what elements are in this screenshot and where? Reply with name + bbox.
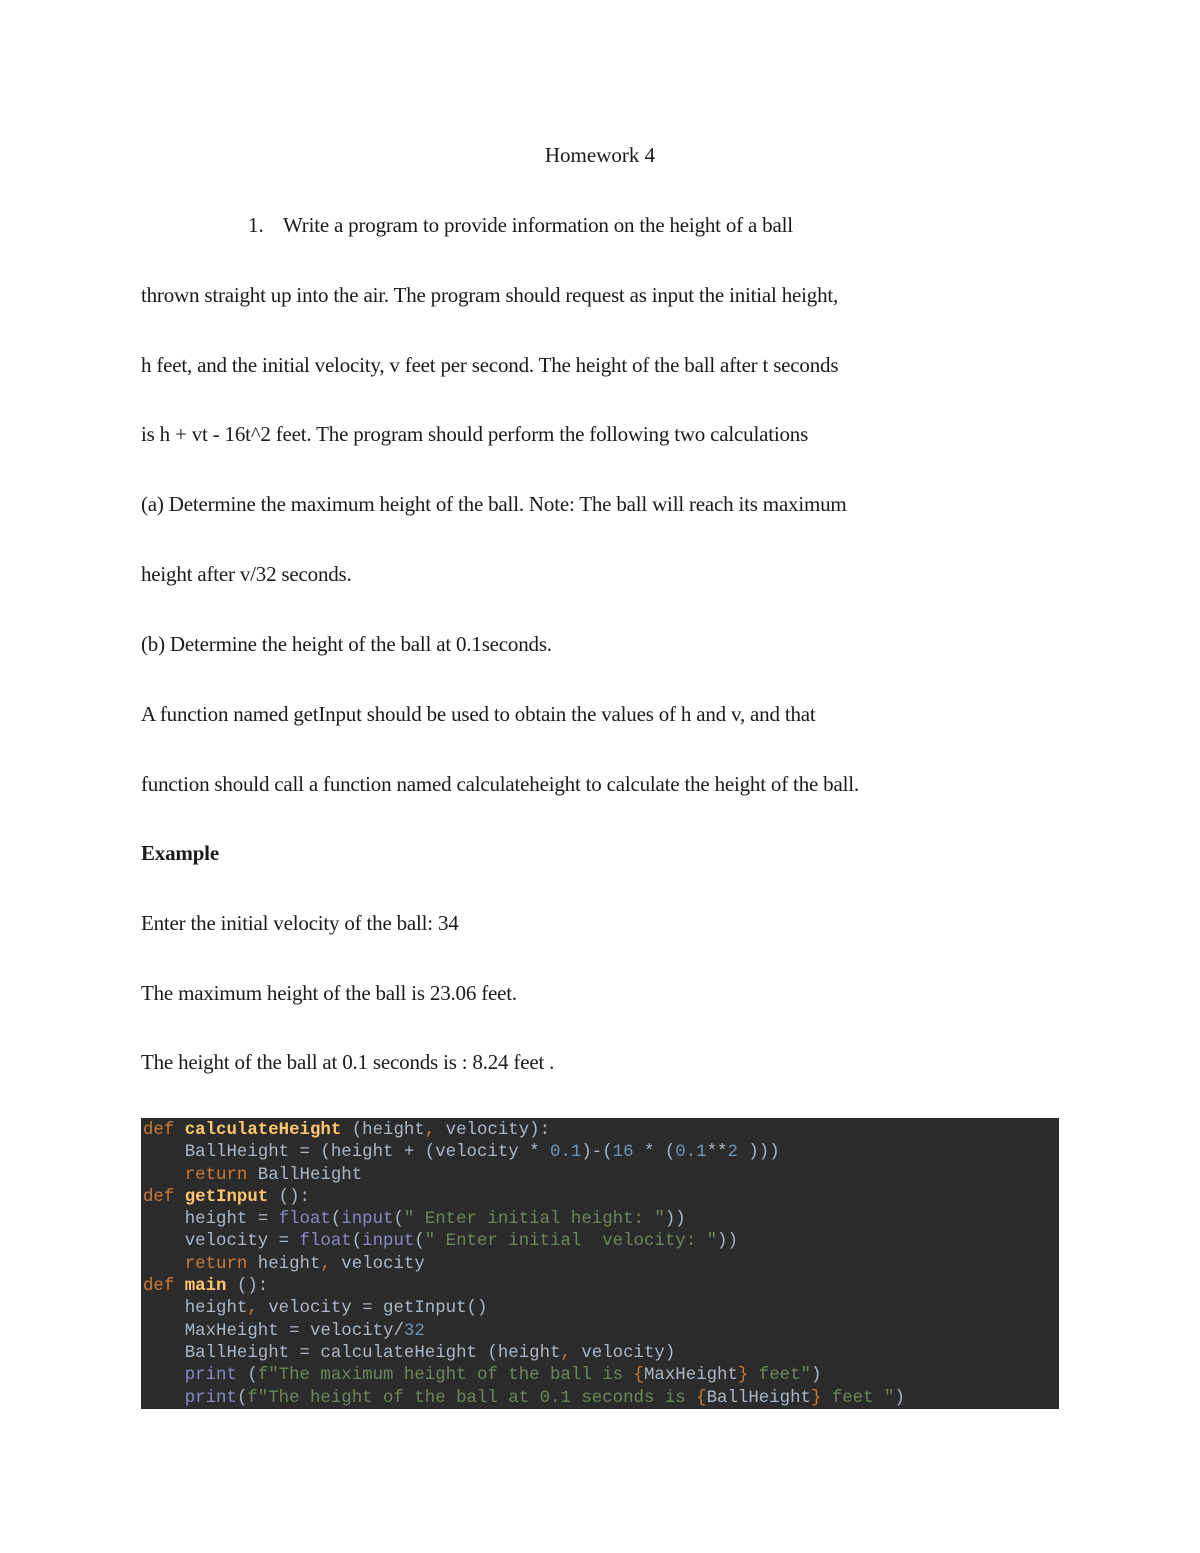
code-token: (height	[341, 1121, 425, 1140]
paragraph-line: A function named getInput should be used to obtain the values of h and v, and that	[141, 702, 816, 726]
code-token: print	[184, 1388, 237, 1408]
code-token	[143, 1166, 185, 1185]
code-token: MaxHeight = velocity/	[143, 1321, 404, 1341]
code-token: velocity = getInput()	[257, 1299, 488, 1319]
code-token: calculateHeight	[184, 1121, 342, 1140]
code-token: 0.1	[675, 1143, 707, 1163]
code-token	[143, 1389, 185, 1408]
code-token	[174, 1277, 184, 1296]
code-token: f"The height of the ball at 0.1 seconds is	[247, 1388, 697, 1408]
code-token: height =	[143, 1210, 279, 1230]
code-token: BallHeight	[247, 1165, 363, 1185]
code-token	[174, 1121, 184, 1140]
code-token: float	[278, 1210, 331, 1230]
code-token: f"The maximum height of the ball is	[257, 1366, 634, 1386]
code-token: velocity):	[435, 1121, 551, 1140]
code-token: )	[894, 1388, 905, 1408]
code-token: (	[330, 1210, 342, 1230]
code-line	[143, 1165, 1059, 1187]
code-token: input	[362, 1232, 415, 1252]
paragraph-line: h feet, and the initial velocity, v feet per second. The height of the ball after t seconds	[141, 353, 839, 377]
code-token: BallHeight = (height + (velocity *	[143, 1143, 551, 1163]
example-heading: Example	[141, 841, 219, 865]
code-token: {	[696, 1388, 707, 1408]
paragraph-line: thrown straight up into the air. The program should request as input the initial height,	[141, 283, 839, 307]
code-token: (	[351, 1232, 363, 1252]
paragraph-line: is h + vt - 16t^2 feet. The program should perform the following two calculations	[141, 422, 809, 446]
code-line	[143, 1254, 1059, 1276]
code-token: {	[633, 1366, 644, 1386]
paragraph-line: Write a program to provide information on the height of a ball	[283, 213, 793, 237]
code-token: " Enter initial height: "	[403, 1210, 665, 1230]
code-token: print	[184, 1366, 237, 1386]
code-token: velocity)	[570, 1343, 676, 1363]
example-line: The maximum height of the ball is 23.06 feet.	[141, 981, 517, 1005]
code-token: BallHeight	[706, 1388, 811, 1408]
code-token: ,	[560, 1343, 571, 1363]
code-token: BallHeight = calculateHeight (height	[143, 1343, 561, 1363]
code-token: (	[236, 1388, 248, 1408]
code-token: )))	[737, 1143, 780, 1163]
code-token: float	[299, 1232, 352, 1252]
paragraph-line: (a) Determine the maximum height of the ball. Note: The ball will reach its maximum	[141, 492, 847, 516]
code-token	[174, 1188, 184, 1207]
code-token: ))	[717, 1232, 738, 1252]
code-token: return	[184, 1165, 248, 1185]
code-token: " Enter initial velocity: "	[424, 1232, 718, 1252]
code-line	[143, 1388, 1059, 1410]
code-block	[141, 1118, 1059, 1409]
code-token: (	[414, 1232, 425, 1252]
example-line: Enter the initial velocity of the ball: 34	[141, 911, 459, 935]
code-token: feet "	[821, 1388, 895, 1408]
code-line	[143, 1120, 1059, 1142]
code-token: ,	[247, 1299, 258, 1319]
paragraph-line: (b) Determine the height of the ball at 0.1seconds.	[141, 632, 552, 656]
code-token: ))	[664, 1210, 686, 1230]
code-token: def	[143, 1277, 175, 1297]
code-token: )	[810, 1366, 822, 1386]
code-token: ():	[226, 1277, 269, 1297]
code-token: 32	[403, 1321, 425, 1341]
code-token: height	[143, 1299, 248, 1319]
code-token: feet"	[748, 1366, 811, 1386]
code-token: def	[143, 1121, 175, 1140]
code-token: ,	[320, 1254, 331, 1274]
code-token: getInput	[184, 1187, 269, 1207]
code-token: velocity =	[143, 1232, 300, 1252]
code-token: def	[143, 1187, 175, 1207]
code-line	[143, 1209, 1059, 1231]
code-token: 16	[612, 1143, 634, 1163]
code-line	[143, 1187, 1059, 1209]
code-token: }	[810, 1388, 822, 1408]
code-token: 2	[727, 1143, 738, 1163]
code-token	[143, 1255, 185, 1274]
code-token: (	[236, 1366, 258, 1386]
code-line	[143, 1321, 1059, 1343]
code-token: MaxHeight	[643, 1366, 738, 1386]
code-token: main	[184, 1277, 227, 1297]
code-token: input	[341, 1210, 394, 1230]
code-line	[143, 1365, 1059, 1387]
code-token: ,	[424, 1121, 436, 1140]
code-token: * (	[633, 1143, 676, 1163]
code-token: return	[184, 1254, 248, 1274]
code-token: ():	[268, 1187, 310, 1207]
code-token: }	[737, 1366, 749, 1386]
document-title: Homework 4	[544, 143, 656, 167]
code-token: height	[247, 1254, 321, 1274]
code-line	[143, 1276, 1059, 1298]
paragraph-line: function should call a function named calculateheight to calculate the height of the ball.	[141, 772, 859, 796]
paragraph-line: height after v/32 seconds.	[141, 562, 352, 586]
code-token: **	[706, 1143, 728, 1163]
code-token: (	[393, 1210, 404, 1230]
code-token: 0.1	[550, 1143, 582, 1163]
code-line	[143, 1231, 1059, 1253]
code-token: )-(	[581, 1143, 613, 1163]
code-line	[143, 1343, 1059, 1365]
code-token	[143, 1366, 185, 1385]
list-number: 1.	[248, 213, 264, 237]
code-token: velocity	[330, 1254, 425, 1274]
code-line	[143, 1142, 1059, 1164]
code-line	[143, 1298, 1059, 1320]
example-line: The height of the ball at 0.1 seconds is : 8.24 feet .	[141, 1050, 555, 1074]
